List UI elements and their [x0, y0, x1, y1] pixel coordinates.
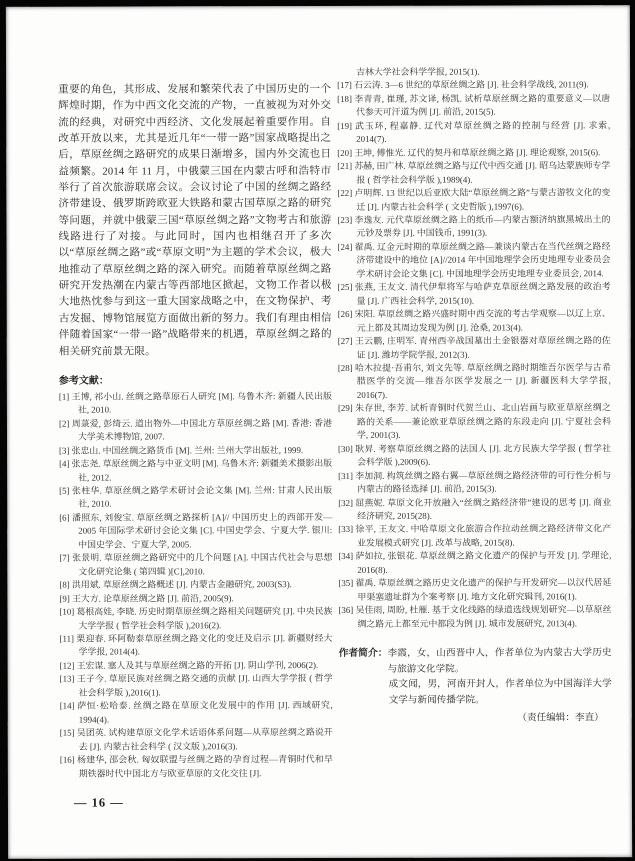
- reference-item: [14] 萨恒·松哈泰. 丝绸之路在草原文化发展中的作用 [J]. 西域研究, 1994(4).: [59, 700, 333, 725]
- reference-item: [18] 李青青, 崔瑾, 苏文译, 杨凯. 试析草原丝绸之路的重要意义—以唐代参天可汗道为例 [J]. 前沿, 2015(5).: [337, 93, 611, 118]
- reference-item: [32] 屈燕妮. 草原文化开放融入“丝绸之路经济带”建设的思考 [J]. 商业经济研究, 2015(28).: [338, 496, 612, 521]
- reference-item: [4] 张志尧. 草原丝绸之路与中亚文明 [M]. 乌鲁木齐: 新疆美术摄影出版社, 2012.: [59, 458, 333, 483]
- author-bio-line1: 李霞，女，山西晋中人，作者单位为内蒙古大学历史与旅游文化学院。: [387, 647, 612, 675]
- references-list-left: [59, 390, 333, 781]
- reference-item: [1] 王博, 祁小山. 丝绸之路草原石人研究 [M]. 乌鲁木齐: 新疆人民出版社, 2010.: [58, 390, 332, 415]
- document-page: [6, 5, 632, 859]
- reference-item: [21] 苏赫, 田广林. 草原丝绸之路与辽代中西交通 [J]. 昭乌达蒙族师专学报 ( 哲学社会科学版 ),1989(4).: [337, 160, 611, 185]
- reference-item: [3] 张忠山. 中国丝绸之路货币 [M]. 兰州: 兰州大学出版社, 1999.: [59, 444, 304, 456]
- author-bio-line2: 成文闻，男，河南开封人，作者单位为中国海洋大学文学与新闻传播学院。: [388, 678, 612, 706]
- reference-item: [13] 王子今. 草原民族对丝绸之路交通的贡献 [J]. 山西大学学报 ( 哲学社会科学版 ),2016(1).: [59, 673, 333, 698]
- reference-item: [28] 哈木拉提·吾甫尔, 刘文先等. 草原丝绸之路时期维吾尔医学与古希腊医学的交流—维吾尔医学发展之一 [J]. 新疆医科大学学报, 2016(7).: [337, 362, 611, 400]
- reference-item: [17] 石云涛. 3—6 世纪的草原丝绸之路 [J]. 社会科学战线, 2011(9).: [337, 79, 589, 91]
- references-heading: 参考文献：: [58, 375, 109, 387]
- reference-item: [26] 宋阳. 草原丝绸之路兴盛时期中西交流的考古学观察—以辽上京、元上都及其周边发现为例 [J]. 沧桑, 2013(4).: [337, 308, 611, 333]
- reference-item: [5] 张柱华. 草原丝绸之路学术研讨会论文集 [M]. 兰州: 甘肃人民出版社, 2010.: [59, 484, 333, 510]
- reference-item: [16] 杨建华, 邵会秋. 匈奴联盟与丝绸之路的孕育过程—青铜时代和早期铁器时代中国北方与欧亚草原的文化交往 [J].: [59, 754, 333, 779]
- reference-item: [27] 王云鹏, 庄明军. 青州西辛战国墓出土金银器对草原丝绸之路的佐证 [J]. 潍坊学院学报, 2012(3).: [337, 335, 611, 360]
- author-bio-label: 作者简介：: [338, 647, 388, 659]
- reference-item: [10] 葛根高娃, 李晓. 历史时期草原丝绸之路相关问题研究 [J]. 中央民族大学学报 ( 哲学社会科学版 ),2016(2).: [59, 606, 333, 631]
- reference-item: [19] 武玉环, 程嘉静. 辽代对草原丝绸之路的控制与经营 [J]. 求索, 2014(7).: [337, 120, 611, 145]
- reference-item: [36] 吴佳雨, 周盼, 杜雁. 基于文化线路的绿道选线规划研究—以草原丝绸之路元上都至元中都段为例 [J]. 城市发展研究, 2013(4).: [338, 604, 612, 629]
- reference-item: [11] 栗迎春. 环阿勒泰草原丝绸之路文化的变迁及启示 [J]. 新疆财经大学学报, 2014(4).: [59, 632, 333, 658]
- reference-item: [35] 翟禹. 草原丝绸之路历史文化遗产的保护与开发研究—以汉代居延甲渠塞遗址群为个案考察 [J]. 地方文化研究辑刊, 2016(1).: [338, 577, 612, 602]
- reference-item: [25] 张燕, 王友文. 清代伊犁将军与哈萨克草原丝绸之路发展的政治考量 [J]. 广西社会科学, 2015(10).: [337, 281, 611, 306]
- right-column: [337, 65, 612, 726]
- references-list-right: [337, 79, 611, 631]
- body-paragraph: 重要的角色，其形成、发展和繁荣代表了中国历史的一个辉煌时期，作为中西文化交流的产物，一直被视为对外交流的经典，对研究中西经济、文化发展起着重要作用。自改革开放以来，尤其是近几年“一带一路”国家战略提出之后，草原丝绸之路研究的成果日渐增多，国内外交流也日益频繁。2014 年 11 月，中俄蒙三国在内蒙古呼和浩特市举行了首次旅游联席会议。会议讨论了中国的丝绸之路经济带建设、俄罗斯跨欧亚大铁路和蒙古国草原之路的研究等问题，并就中俄蒙三国“草原丝绸之路”文物考古和旅游线路进行了对接。与此同时，国内也相继召开了多次以“草原丝绸之路”或“草原文明”为主题的学术会议，极大地推动了草原丝绸之路的深入研究。而随着草原丝绸之路研究开发热潮在内蒙古等西部地区掀起，文物工作者以极大地热忱参与到这一重大国家战略之中，在文物保护、考古发掘、博物馆展览方面做出新的努力。我们有理由相信伴随着国家“一带一路”战略带来的机遇，草原丝绸之路的相关研究前景无限。: [58, 83, 332, 358]
- reference-item: [2] 周菉爱, 彭绮云. 道出物外—中国北方草原丝绸之路 [M]. 香港: 香港大学美术博物馆, 2007.: [58, 417, 332, 442]
- reference-item: [6] 潘照东, 刘俊宝. 草原丝绸之路探析 [A]// 中国历史上的西部开发—2005 年国际学术研讨会论文集 [C]. 中国史学会、宁夏大学. 银川: 中国史学会、宁夏大学, 2005.: [59, 511, 333, 550]
- reference-item: [22] 卢明辉. 13 世纪以后亚欧大陆“草原丝绸之路”与蒙古游牧文化的变迁 [J]. 内蒙古社会科学 ( 文史哲版 ),1997(6).: [337, 187, 611, 212]
- author-bio: [339, 645, 612, 726]
- reference-item: [34] 萨如拉, 张银花. 草原丝绸之路文化遗产的保护与开发 [J]. 学理论, 2016(8).: [338, 550, 612, 575]
- reference-item: [23] 李逸友. 元代草原丝绸之路上的纸币—内蒙古额济纳旗黑城出土的元钞及票券 [J]. 中国钱币, 1991(3).: [337, 214, 611, 239]
- reference-item: [8] 洪用斌. 草原丝绸之路概述 [J]. 内蒙古金融研究, 2003(S3).: [59, 579, 292, 590]
- reference-item: [9] 王大方. 论草原丝绸之路 [J]. 前沿, 2005(9).: [59, 592, 234, 604]
- reference-item: [12] 王宏谋. 塞人及其与草原丝绸之路的开拓 [J]. 阴山学刊, 2006(2).: [59, 659, 319, 671]
- reference-item: [15] 吴团英. 试构建草原文化学术话语体系问题—从草原丝绸之路说开去 [J]. 内蒙古社会科学 ( 汉文版 ),2016(3).: [59, 727, 333, 752]
- reference-continuation: 吉林大学社会科学学报, 2015(1).: [356, 66, 480, 77]
- reference-item: [30] 耿昇. 考察草原丝绸之路的法国人 [J]. 北方民族大学学报 ( 哲学社会科学版 ),2009(6).: [338, 442, 612, 468]
- left-column: [58, 82, 333, 781]
- page-number: — 16 —: [73, 795, 124, 810]
- reference-item: [31] 李加洞. 构筑丝绸之路右翼—草原丝绸之路经济带的可行性分析与内蒙古的路径选择 [J]. 前沿, 2015(3).: [338, 469, 612, 494]
- reference-item: [20] 王坤, 傅惟光. 辽代的契丹和草原丝绸之路 [J]. 理论观察, 2015(6).: [337, 146, 601, 158]
- reference-item: [33] 徐平, 王友文. 中哈草原文化旅游合作拉动丝绸之路经济带文化产业发展模式研究 [J]. 改革与战略, 2015(8).: [338, 523, 612, 548]
- responsible-editor: （责任编辑：李直）: [517, 712, 604, 724]
- reference-item: [29] 朱存世, 李芳. 试析青铜时代贺兰山、北山岩画与欧亚草原丝绸之路的关系——兼论欧亚草原丝绸之路的东段走向 [J]. 宁夏社会科学, 2001(3).: [337, 402, 611, 441]
- reference-item: [24] 翟禹. 辽金元时期的草原丝绸之路—兼谈内蒙古在当代丝绸之路经济带建设中的地位 [A]//2014 年中国地理学会历史地理专业委员会学术研讨会论文集 [C]. 中国地理学会历史地理专业委员会, 2014.: [337, 241, 611, 279]
- reference-item: [7] 张景明. 草原丝绸之路研究中的几个问题 [A]. 中国古代社会与思想文化研究论集 ( 第四辑 )[C],2010.: [59, 552, 333, 577]
